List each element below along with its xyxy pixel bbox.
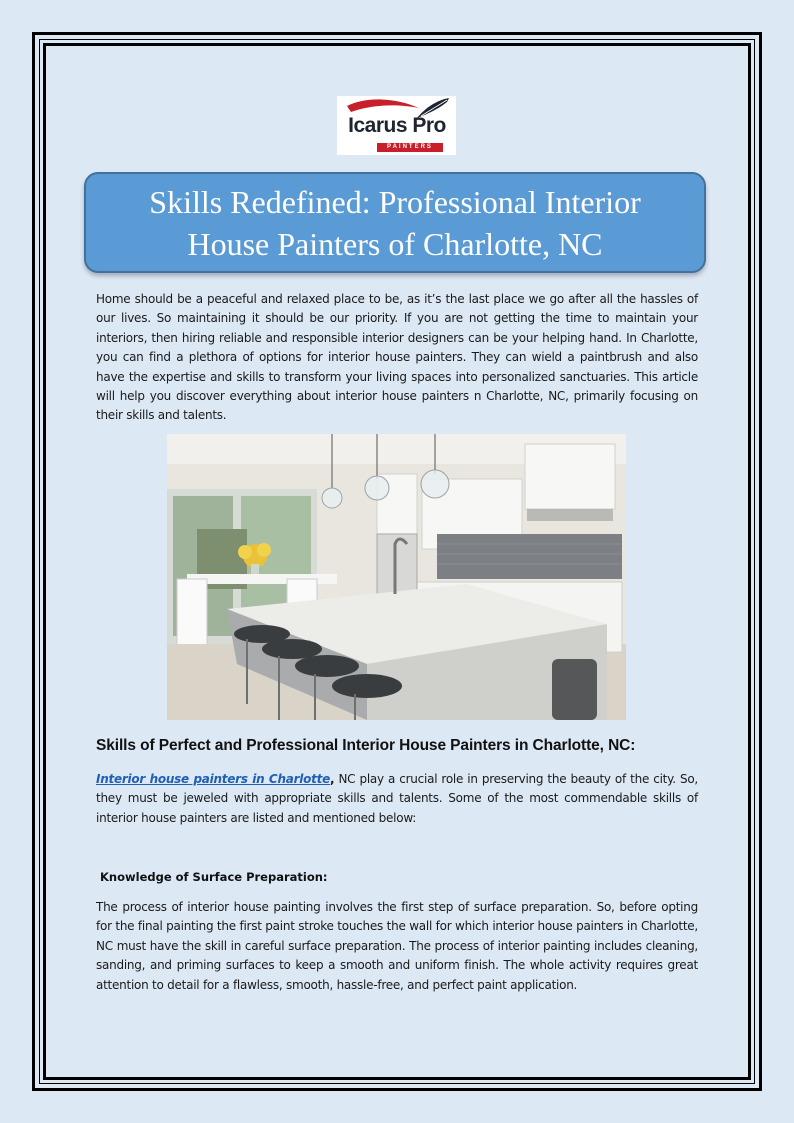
section-paragraph	[96, 770, 698, 828]
page-title: Skills Redefined: Professional Interior House Painters of Charlotte, NC	[149, 183, 641, 262]
brush-stroke-icon	[347, 99, 419, 112]
link-comma: ,	[330, 772, 335, 786]
interior-painters-link[interactable]: Interior house painters in Charlotte	[96, 772, 330, 786]
subheading: Knowledge of Surface Preparation:	[100, 870, 328, 884]
section-heading: Skills of Perfect and Professional Interior House Painters in Charlotte, NC:	[96, 737, 636, 754]
kitchen-photo	[167, 434, 626, 720]
logo-tagline: PAINTERS	[377, 143, 443, 152]
logo-brand-name: Icarus Pro	[348, 114, 446, 137]
title-banner	[84, 172, 706, 273]
intro-paragraph: Home should be a peaceful and relaxed place to be, as it’s the last place we go after all the hassles of our lives. So maintaining it should be our priority. If you are not getting the time to maintain your interiors, then hiring reliable and responsible interior designers can be your helping hand. In Charlotte, you can find a plethora of options for interior house painters. They can wield a paintbrush and also have the expertise and skills to transform your living spaces into personalized sanctuaries. This article will help you discover everything about interior house painters n Charlotte, NC, primarily focusing on their skills and talents.	[96, 292, 698, 423]
subsection-paragraph: The process of interior house painting involves the first step of surface preparation. So, before opting for the final painting the first paint stroke touches the wall for which interior house painters in Charlotte, NC must have the skill in careful surface preparation. The process of interior painting includes cleaning, sanding, and priming surfaces to keep a smooth and uniform finish. The whole activity requires great attention to detail for a flawless, smooth, hassle-free, and perfect paint application.	[96, 900, 698, 992]
company-logo	[337, 96, 456, 155]
section-paragraph-text: NC play a crucial role in preserving the beauty of the city. So, they must be jeweled with appropriate skills and talents. Some of the most commendable skills of interior house painters are listed and mentioned below:	[96, 772, 698, 825]
